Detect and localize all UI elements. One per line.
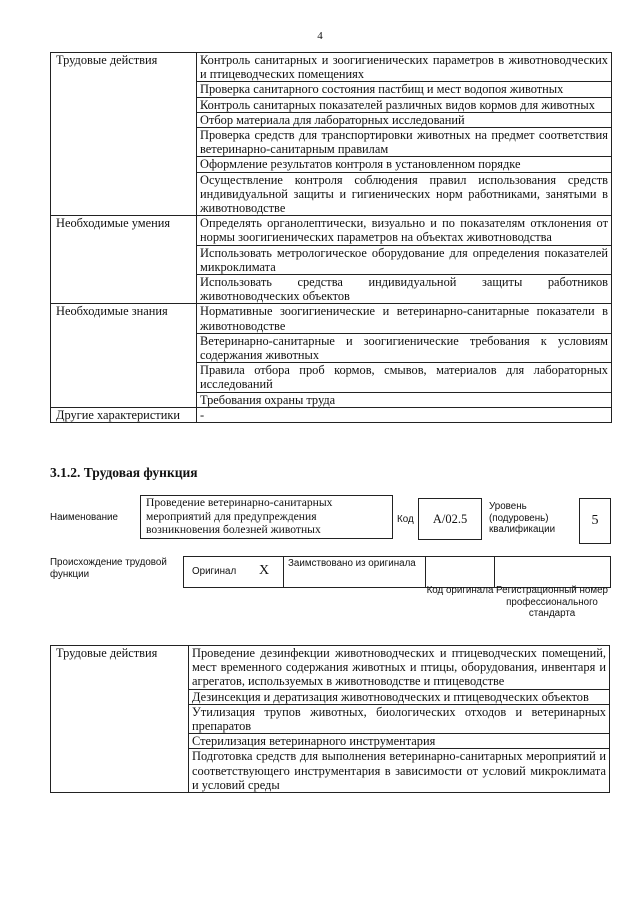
table-cell: Ветеринарно-санитарные и зоогигиенические требования к условиям содержания животных <box>197 333 612 362</box>
function-name-box: Проведение ветеринарно-санитарных мероприятий для предупреждения возникновения болезней животных <box>140 495 393 539</box>
original-label: Оригинал <box>192 566 237 577</box>
table-cell: Дезинсекция и дератизация животноводческих и птицеводческих объектов <box>189 689 610 704</box>
table-cell: Использовать средства индивидуальной защиты работников животноводческих объектов <box>197 275 612 304</box>
original-mark: X <box>259 563 270 578</box>
origin-box <box>183 556 611 588</box>
row-label-other: Другие характеристики <box>51 407 197 422</box>
name-label: Наименование <box>50 512 118 523</box>
table-cell: - <box>197 407 612 422</box>
table-cell: Стерилизация ветеринарного инструментария <box>189 734 610 749</box>
table-cell: Нормативные зоогигиенические и ветеринарно-санитарные показатели в животноводстве <box>197 304 612 333</box>
row-label-labor-actions: Трудовые действия <box>51 53 197 216</box>
table-row <box>51 646 610 690</box>
page-number: 4 <box>317 30 323 42</box>
table-cell: Использовать метрологическое оборудование для определения показателей микроклимата <box>197 245 612 274</box>
table-cell: Подготовка средств для выполнения ветеринарно-санитарных мероприятий и соответствующего инструментария в зависимости от условий микроклимата и условий среды <box>189 749 610 793</box>
table-cell: Определять органолептически, визуально и по показателям отклонения от нормы зоогигиенических параметров на объектах животноводства <box>197 216 612 245</box>
borrowed-label: Заимствовано из оригинала <box>288 558 416 569</box>
table-cell: Контроль санитарных и зоогигиенических параметров в животноводческих и птицеводческих помещениях <box>197 53 612 82</box>
table-cell: Отбор материала для лабораторных исследований <box>197 112 612 127</box>
table-row <box>51 407 612 422</box>
table-cell: Проверка санитарного состояния пастбищ и мест водопоя животных <box>197 82 612 97</box>
origin-label: Происхождение трудовой функции <box>50 557 167 580</box>
table-row <box>51 53 612 82</box>
qualification-level-box: 5 <box>579 498 611 544</box>
function-code-box: A/02.5 <box>418 498 482 540</box>
row-label-knowledge: Необходимые знания <box>51 304 197 407</box>
code-label: Код <box>397 514 414 525</box>
table-cell: Требования охраны труда <box>197 392 612 407</box>
table-row <box>51 216 612 245</box>
table-cell: Оформление результатов контроля в установленном порядке <box>197 157 612 172</box>
code-original-caption: Код оригинала <box>426 585 494 596</box>
table-cell: Проведение дезинфекции животноводческих и птицеводческих помещений, мест временного содержания животных и птицы, оборудования, инвентаря и агрегатов, используемых в животноводстве и птицеводстве <box>189 646 610 690</box>
row-label-skills: Необходимые умения <box>51 216 197 304</box>
table-row <box>51 304 612 333</box>
section-title: 3.1.2. Трудовая функция <box>50 465 198 480</box>
divider <box>494 557 495 587</box>
table-cell: Правила отбора проб кормов, смывов, материалов для лабораторных исследований <box>197 363 612 392</box>
labor-function-table-1 <box>50 52 612 423</box>
labor-function-table-2 <box>50 645 610 793</box>
divider <box>283 557 284 587</box>
table-cell: Проверка средств для транспортировки животных на предмет соответствия ветеринарно-санитарным правилам <box>197 128 612 157</box>
level-label: Уровень (подуровень) квалификации <box>489 501 556 535</box>
reg-number-caption: Регистрационный номер профессионального стандарта <box>496 585 608 619</box>
table-cell: Контроль санитарных показателей различных видов кормов для животных <box>197 97 612 112</box>
table-cell: Осуществление контроля соблюдения правил использования средств индивидуальной защиты и гигиенических норм работниками, занятыми в животноводстве <box>197 172 612 216</box>
divider <box>425 557 426 587</box>
row-label-labor-actions: Трудовые действия <box>51 646 189 793</box>
table-cell: Утилизация трупов животных, биологических отходов и ветеринарных препаратов <box>189 704 610 733</box>
